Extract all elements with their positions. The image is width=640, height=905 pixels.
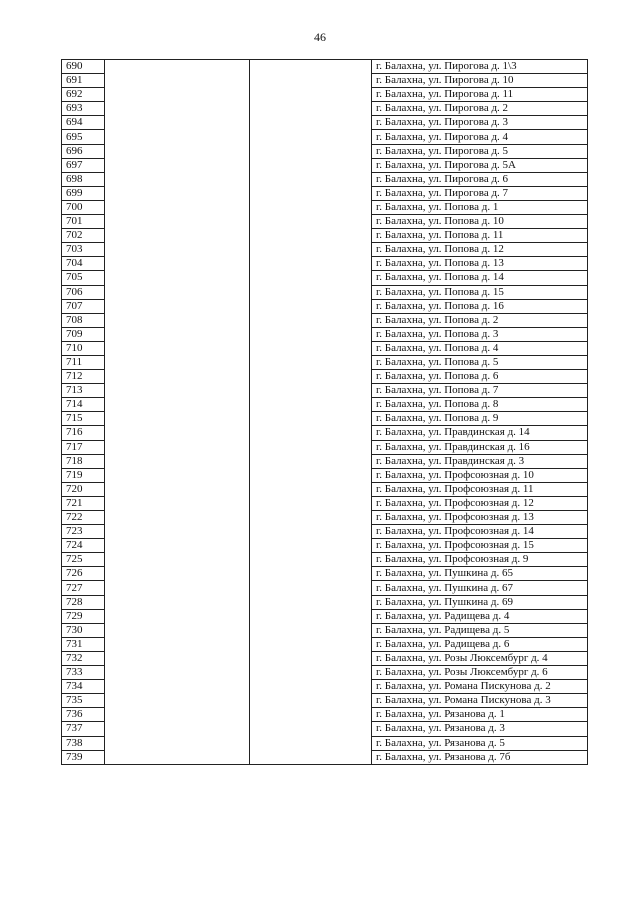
empty-column-cell (250, 454, 372, 468)
row-number-cell: 721 (62, 496, 105, 510)
address-cell: г. Балахна, ул. Профсоюзная д. 14 (372, 525, 588, 539)
address-cell: г. Балахна, ул. Правдинская д. 14 (372, 426, 588, 440)
empty-column-cell (105, 595, 250, 609)
address-table (61, 59, 588, 765)
empty-column-cell (250, 88, 372, 102)
row-number-cell: 719 (62, 468, 105, 482)
empty-column-cell (250, 637, 372, 651)
address-cell: г. Балахна, ул. Рязанова д. 1 (372, 708, 588, 722)
empty-column-cell (105, 384, 250, 398)
empty-column-cell (250, 313, 372, 327)
empty-column-cell (250, 440, 372, 454)
address-cell: г. Балахна, ул. Пирогова д. 5 (372, 144, 588, 158)
row-number-cell: 731 (62, 637, 105, 651)
empty-column-cell (105, 680, 250, 694)
table-row (62, 581, 588, 595)
address-cell: г. Балахна, ул. Пирогова д. 7 (372, 186, 588, 200)
empty-column-cell (250, 623, 372, 637)
row-number-cell: 700 (62, 200, 105, 214)
row-number-cell: 718 (62, 454, 105, 468)
address-cell: г. Балахна, ул. Розы Люксембург д. 4 (372, 651, 588, 665)
address-cell: г. Балахна, ул. Пушкина д. 69 (372, 595, 588, 609)
table-row (62, 736, 588, 750)
row-number-cell: 711 (62, 355, 105, 369)
empty-column-cell (105, 525, 250, 539)
row-number-cell: 691 (62, 74, 105, 88)
address-cell: г. Балахна, ул. Радищева д. 4 (372, 609, 588, 623)
table-row (62, 144, 588, 158)
row-number-cell: 716 (62, 426, 105, 440)
address-cell: г. Балахна, ул. Попова д. 9 (372, 412, 588, 426)
row-number-cell: 698 (62, 172, 105, 186)
table-row (62, 60, 588, 74)
empty-column-cell (105, 243, 250, 257)
address-cell: г. Балахна, ул. Правдинская д. 16 (372, 440, 588, 454)
table-row (62, 708, 588, 722)
address-cell: г. Балахна, ул. Рязанова д. 3 (372, 722, 588, 736)
table-row (62, 116, 588, 130)
address-cell: г. Балахна, ул. Профсоюзная д. 12 (372, 496, 588, 510)
table-row (62, 285, 588, 299)
table-row (62, 511, 588, 525)
address-cell: г. Балахна, ул. Розы Люксембург д. 6 (372, 666, 588, 680)
page-number: 46 (314, 30, 326, 44)
row-number-cell: 704 (62, 257, 105, 271)
row-number-cell: 737 (62, 722, 105, 736)
row-number-cell: 714 (62, 398, 105, 412)
row-number-cell: 730 (62, 623, 105, 637)
empty-column-cell (105, 313, 250, 327)
table-row (62, 158, 588, 172)
empty-column-cell (250, 74, 372, 88)
row-number-cell: 712 (62, 370, 105, 384)
empty-column-cell (105, 299, 250, 313)
empty-column-cell (105, 468, 250, 482)
empty-column-cell (250, 468, 372, 482)
empty-column-cell (105, 623, 250, 637)
empty-column-cell (250, 398, 372, 412)
table-row (62, 130, 588, 144)
row-number-cell: 725 (62, 553, 105, 567)
address-cell: г. Балахна, ул. Пирогова д. 11 (372, 88, 588, 102)
empty-column-cell (105, 454, 250, 468)
table-row (62, 595, 588, 609)
empty-column-cell (250, 525, 372, 539)
address-cell: г. Балахна, ул. Пушкина д. 65 (372, 567, 588, 581)
empty-column-cell (250, 651, 372, 665)
empty-column-cell (105, 496, 250, 510)
address-cell: г. Балахна, ул. Попова д. 11 (372, 229, 588, 243)
empty-column-cell (250, 694, 372, 708)
address-cell: г. Балахна, ул. Пирогова д. 1\3 (372, 60, 588, 74)
address-cell: г. Балахна, ул. Пушкина д. 67 (372, 581, 588, 595)
row-number-cell: 733 (62, 666, 105, 680)
address-cell: г. Балахна, ул. Попова д. 10 (372, 215, 588, 229)
address-cell: г. Балахна, ул. Пирогова д. 4 (372, 130, 588, 144)
row-number-cell: 701 (62, 215, 105, 229)
empty-column-cell (250, 130, 372, 144)
empty-column-cell (105, 74, 250, 88)
empty-column-cell (105, 567, 250, 581)
address-cell: г. Балахна, ул. Пирогова д. 3 (372, 116, 588, 130)
empty-column-cell (105, 355, 250, 369)
table-row (62, 341, 588, 355)
address-cell: г. Балахна, ул. Романа Пискунова д. 3 (372, 694, 588, 708)
empty-column-cell (105, 158, 250, 172)
row-number-cell: 708 (62, 313, 105, 327)
empty-column-cell (105, 257, 250, 271)
row-number-cell: 736 (62, 708, 105, 722)
table-row (62, 468, 588, 482)
address-cell: г. Балахна, ул. Пирогова д. 2 (372, 102, 588, 116)
empty-column-cell (105, 651, 250, 665)
address-cell: г. Балахна, ул. Попова д. 14 (372, 271, 588, 285)
row-number-cell: 703 (62, 243, 105, 257)
row-number-cell: 715 (62, 412, 105, 426)
row-number-cell: 738 (62, 736, 105, 750)
table-row (62, 694, 588, 708)
empty-column-cell (250, 215, 372, 229)
empty-column-cell (105, 200, 250, 214)
address-cell: г. Балахна, ул. Радищева д. 5 (372, 623, 588, 637)
empty-column-cell (250, 229, 372, 243)
table-row (62, 525, 588, 539)
empty-column-cell (105, 172, 250, 186)
address-cell: г. Балахна, ул. Попова д. 16 (372, 299, 588, 313)
empty-column-cell (105, 637, 250, 651)
empty-column-cell (250, 116, 372, 130)
table-row (62, 74, 588, 88)
empty-column-cell (250, 750, 372, 764)
table-row (62, 299, 588, 313)
row-number-cell: 728 (62, 595, 105, 609)
table-row (62, 567, 588, 581)
empty-column-cell (250, 609, 372, 623)
empty-column-cell (250, 511, 372, 525)
empty-column-cell (250, 186, 372, 200)
table-row (62, 426, 588, 440)
empty-column-cell (105, 327, 250, 341)
address-cell: г. Балахна, ул. Попова д. 8 (372, 398, 588, 412)
row-number-cell: 690 (62, 60, 105, 74)
row-number-cell: 694 (62, 116, 105, 130)
empty-column-cell (250, 370, 372, 384)
empty-column-cell (250, 341, 372, 355)
empty-column-cell (105, 426, 250, 440)
address-cell: г. Балахна, ул. Попова д. 6 (372, 370, 588, 384)
row-number-cell: 739 (62, 750, 105, 764)
empty-column-cell (250, 581, 372, 595)
empty-column-cell (250, 60, 372, 74)
empty-column-cell (105, 144, 250, 158)
table-row (62, 186, 588, 200)
empty-column-cell (250, 595, 372, 609)
empty-column-cell (250, 384, 372, 398)
address-cell: г. Балахна, ул. Пирогова д. 10 (372, 74, 588, 88)
empty-column-cell (105, 666, 250, 680)
row-number-cell: 720 (62, 482, 105, 496)
row-number-cell: 726 (62, 567, 105, 581)
empty-column-cell (250, 355, 372, 369)
empty-column-cell (250, 666, 372, 680)
row-number-cell: 692 (62, 88, 105, 102)
empty-column-cell (105, 708, 250, 722)
row-number-cell: 707 (62, 299, 105, 313)
row-number-cell: 693 (62, 102, 105, 116)
table-row (62, 398, 588, 412)
empty-column-cell (250, 708, 372, 722)
row-number-cell: 713 (62, 384, 105, 398)
row-number-cell: 695 (62, 130, 105, 144)
empty-column-cell (105, 609, 250, 623)
table-row (62, 440, 588, 454)
address-cell: г. Балахна, ул. Попова д. 4 (372, 341, 588, 355)
empty-column-cell (105, 440, 250, 454)
row-number-cell: 729 (62, 609, 105, 623)
empty-column-cell (105, 482, 250, 496)
address-cell: г. Балахна, ул. Попова д. 7 (372, 384, 588, 398)
address-cell: г. Балахна, ул. Попова д. 5 (372, 355, 588, 369)
address-cell: г. Балахна, ул. Пирогова д. 6 (372, 172, 588, 186)
row-number-cell: 724 (62, 539, 105, 553)
empty-column-cell (105, 102, 250, 116)
address-cell: г. Балахна, ул. Романа Пискунова д. 2 (372, 680, 588, 694)
table-row (62, 172, 588, 186)
empty-column-cell (250, 412, 372, 426)
empty-column-cell (105, 229, 250, 243)
table-row (62, 370, 588, 384)
empty-column-cell (105, 341, 250, 355)
empty-column-cell (250, 158, 372, 172)
row-number-cell: 702 (62, 229, 105, 243)
empty-column-cell (105, 736, 250, 750)
empty-column-cell (105, 285, 250, 299)
empty-column-cell (250, 553, 372, 567)
row-number-cell: 735 (62, 694, 105, 708)
row-number-cell: 697 (62, 158, 105, 172)
empty-column-cell (250, 271, 372, 285)
address-cell: г. Балахна, ул. Профсоюзная д. 15 (372, 539, 588, 553)
empty-column-cell (105, 215, 250, 229)
row-number-cell: 727 (62, 581, 105, 595)
empty-column-cell (250, 482, 372, 496)
empty-column-cell (250, 680, 372, 694)
address-cell: г. Балахна, ул. Радищева д. 6 (372, 637, 588, 651)
table-row (62, 355, 588, 369)
address-cell: г. Балахна, ул. Попова д. 12 (372, 243, 588, 257)
address-cell: г. Балахна, ул. Профсоюзная д. 10 (372, 468, 588, 482)
table-row (62, 454, 588, 468)
table-row (62, 637, 588, 651)
empty-column-cell (250, 299, 372, 313)
address-cell: г. Балахна, ул. Попова д. 1 (372, 200, 588, 214)
empty-column-cell (105, 412, 250, 426)
row-number-cell: 717 (62, 440, 105, 454)
empty-column-cell (250, 426, 372, 440)
table-row (62, 539, 588, 553)
row-number-cell: 696 (62, 144, 105, 158)
table-row (62, 553, 588, 567)
table-row (62, 384, 588, 398)
empty-column-cell (105, 750, 250, 764)
empty-column-cell (250, 567, 372, 581)
address-cell: г. Балахна, ул. Профсоюзная д. 13 (372, 511, 588, 525)
empty-column-cell (105, 539, 250, 553)
table-row (62, 623, 588, 637)
empty-column-cell (105, 271, 250, 285)
table-row (62, 482, 588, 496)
address-cell: г. Балахна, ул. Правдинская д. 3 (372, 454, 588, 468)
table-row (62, 257, 588, 271)
empty-column-cell (250, 327, 372, 341)
table-row (62, 680, 588, 694)
table-row (62, 215, 588, 229)
address-cell: г. Балахна, ул. Профсоюзная д. 9 (372, 553, 588, 567)
address-cell: г. Балахна, ул. Пирогова д. 5А (372, 158, 588, 172)
empty-column-cell (105, 130, 250, 144)
address-cell: г. Балахна, ул. Попова д. 13 (372, 257, 588, 271)
empty-column-cell (105, 581, 250, 595)
empty-column-cell (105, 553, 250, 567)
empty-column-cell (105, 722, 250, 736)
empty-column-cell (250, 257, 372, 271)
empty-column-cell (250, 285, 372, 299)
empty-column-cell (250, 736, 372, 750)
table-row (62, 750, 588, 764)
row-number-cell: 699 (62, 186, 105, 200)
empty-column-cell (105, 116, 250, 130)
address-cell: г. Балахна, ул. Рязанова д. 5 (372, 736, 588, 750)
empty-column-cell (105, 370, 250, 384)
table-row (62, 271, 588, 285)
table-row (62, 666, 588, 680)
table-row (62, 88, 588, 102)
row-number-cell: 705 (62, 271, 105, 285)
table-row (62, 651, 588, 665)
table-row (62, 200, 588, 214)
row-number-cell: 732 (62, 651, 105, 665)
empty-column-cell (105, 60, 250, 74)
table-row (62, 496, 588, 510)
table-row (62, 609, 588, 623)
row-number-cell: 706 (62, 285, 105, 299)
empty-column-cell (105, 186, 250, 200)
row-number-cell: 710 (62, 341, 105, 355)
address-cell: г. Балахна, ул. Попова д. 15 (372, 285, 588, 299)
table-row (62, 313, 588, 327)
empty-column-cell (250, 243, 372, 257)
row-number-cell: 734 (62, 680, 105, 694)
table-row (62, 243, 588, 257)
empty-column-cell (105, 398, 250, 412)
address-cell: г. Балахна, ул. Профсоюзная д. 11 (372, 482, 588, 496)
table-row (62, 327, 588, 341)
address-cell: г. Балахна, ул. Попова д. 3 (372, 327, 588, 341)
empty-column-cell (250, 200, 372, 214)
address-cell: г. Балахна, ул. Попова д. 2 (372, 313, 588, 327)
row-number-cell: 709 (62, 327, 105, 341)
table-row (62, 102, 588, 116)
address-cell: г. Балахна, ул. Рязанова д. 7б (372, 750, 588, 764)
empty-column-cell (105, 88, 250, 102)
empty-column-cell (250, 539, 372, 553)
row-number-cell: 722 (62, 511, 105, 525)
empty-column-cell (250, 144, 372, 158)
table-row (62, 412, 588, 426)
empty-column-cell (250, 102, 372, 116)
address-table-body (62, 60, 588, 765)
empty-column-cell (250, 172, 372, 186)
empty-column-cell (105, 694, 250, 708)
empty-column-cell (250, 496, 372, 510)
row-number-cell: 723 (62, 525, 105, 539)
empty-column-cell (250, 722, 372, 736)
empty-column-cell (105, 511, 250, 525)
table-row (62, 722, 588, 736)
table-row (62, 229, 588, 243)
